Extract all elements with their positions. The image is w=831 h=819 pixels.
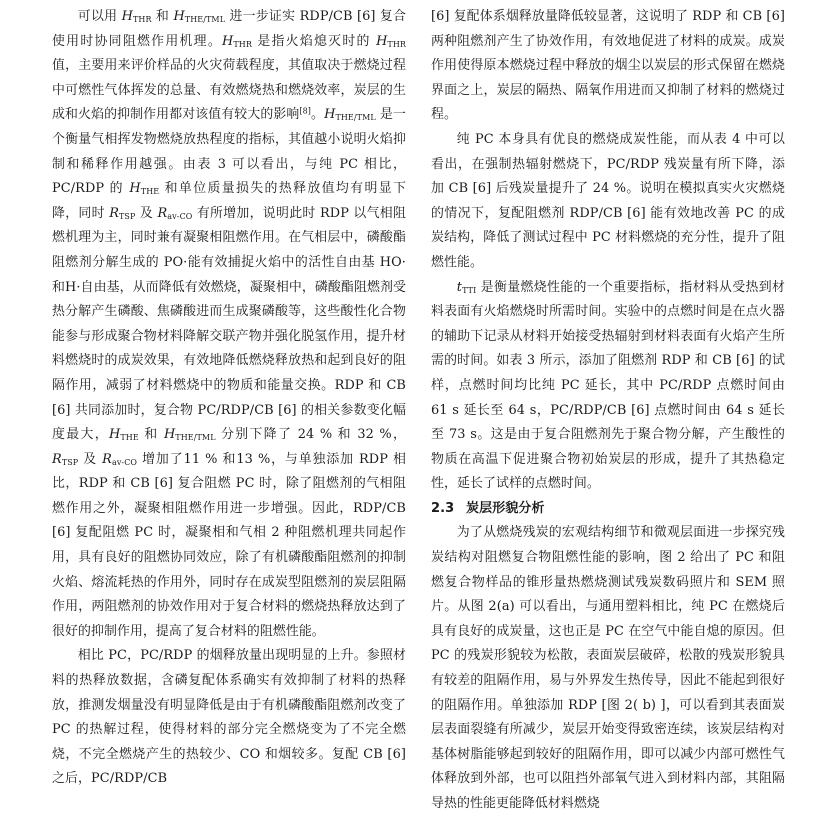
right-column	[431, 5, 785, 817]
paragraph: $t_{TTI}$ 是衡量燃烧性能的一个重要指标，指材料从受热到材料表面有火焰燃烧时所需时间。实验中的点燃时间是在点火器的辅助下记录从材料开始接受热辐射到材料表面有火焰产生所需的时间。如表 3 所示，添加了阻燃剂 RDP 和 CB [6] 的试样，点燃时间均比纯 PC 延长，其中 PC/RDP 点燃时间由 61 s 延长至 64 s，PC/RDP/CB [6] 点燃时间由 64 s 延长至 73 s。这是由于复合阻燃剂先于聚合物分解，产生酸性的物质在高温下促进聚合物初始炭层的形成，提升了其热稳定性，延长了试样的点燃时间。	[431, 279, 785, 492]
section-heading	[431, 497, 785, 522]
paragraph: [6] 复配体系烟释放量降低较显著，这说明了 RDP 和 CB [6] 两种阻燃剂产生了协效作用，有效地促进了材料的成炭。成炭作用使得原本燃烧过程中释放的烟尘以炭层的形式保留在燃烧界面之上，炭层的隔热、隔氧作用进而又抑制了材料的燃烧过程。	[431, 9, 785, 123]
paragraph: 为了从燃烧残炭的宏观结构细节和微观层面进一步探究残炭结构对阻燃复合物阻燃性能的影响，图 2 给出了 PC 和阻燃复合物样品的锥形量热燃烧测试残炭数码照片和 SEM 照片。从图 2(a) 可以看出，与通用塑料相比，纯 PC 在燃烧后具有良好的成炭量，这也正是 PC 在空气中能自熄的原因。但 PC 的残炭形貌较为松散，表面炭层破碎，松散的残炭形貌具有较差的阻隔作用，易与外界发生热传导，因此不能起到很好的阻隔作用。单独添加 RDP [图 2( b) ]，可以看到其表面炭层表面裂缝有所减少，炭层开始变得致密连续，该炭层结构对基体树脂能够起到较好的阻隔作用，即可以减少内部可燃性气体释放到外部，也可以阻挡外部氧气进入到材料内部，其阻隔导热的性能更能降低材料燃烧	[431, 525, 785, 811]
section-number: 2.3	[431, 500, 455, 516]
section-title: 炭层形貌分析	[466, 500, 545, 516]
paragraph: 纯 PC 本身具有优良的燃烧成炭性能，而从表 4 中可以看出，在强制热辐射燃烧下，PC/RDP 残炭量有所下降，添加 CB [6] 后残炭量提升了 24 %。说明在模拟真实火灾燃烧的情况下，复配阻燃剂 RDP/CB [6] 能有效地改善 PC 的成炭结构，降低了测试过程中 PC 材料燃烧的充分性，提升了阻燃性能。	[431, 131, 785, 270]
left-column	[52, 5, 406, 792]
paragraph: 可以用 $H_{THR}$ 和 $H_{THE/TML}$ 进一步证实 RDP/CB [6] 复合使用时协同阻燃作用机理。$H_{THR}$ 是指火焰熄灭时的 $H_{THR}$ 值，主要用来评价样品的火灾荷载程度，其值取决于燃烧过程中可燃性气体挥发的总量、有效燃烧热和燃烧效率，炭层的生成和火焰的抑制作用都对该值有较大的影响[8]。$H_{THE/TML}$ 是一个衡量气相挥发物燃烧放热程度的指标，其值越小说明火焰抑制和稀释作用越强。由表 3 可以看出，与纯 PC 相比，PC/RDP 的 $H_{THE}$ 和单位质量损失的热释放值均有明显下降，同时 $R_{TSP}$ 及 $R_{av-CO}$ 有所增加，说明此时 RDP 以气相阻燃机理为主，同时兼有凝聚相阻燃作用。在气相层中，磷酸酯阻燃剂分解生成的 PO·能有效捕捉火焰中的活性自由基 HO·和H·自由基，从而降低有效燃烧，凝聚相中，磷酸酯阻燃剂受热分解产生磷酸、焦磷酸进而生成聚磷酸等，这些酸性化合物能参与形成聚合物材料降解交联产物并强化脱氢作用，提升材料燃烧时的成炭效果，有效地降低燃烧释放热和起到良好的阻隔作用，减弱了材料燃烧中的物质和能量交换。RDP 和 CB [6] 共同添加时，复合物 PC/RDP/CB [6] 的相关参数变化幅度最大，$H_{THE}$ 和 $H_{THE/TML}$ 分别下降了 24 % 和 32 %，$R_{TSP}$ 及 $R_{av-CO}$ 增加了11 % 和13 %，与单独添加 RDP 相比，RDP 和 CB [6] 复合阻燃 PC 时，除了阻燃剂的气相阻燃作用之外，凝聚相阻燃作用进一步增强。因此，RDP/CB [6] 复配阻燃 PC 时，凝聚相和气相 2 种阻燃机理共同起作用，具有良好的阻燃协同效应，除了有机磷酸酯阻燃剂的抑制火焰、熔流耗热的作用外，同时存在成炭型阻燃剂的炭层阻隔作用，两阻燃剂的协效作用对于复合材料的燃烧热释放达到了很好的抑制作用，提高了复合材料的阻燃性能。	[52, 9, 407, 639]
paragraph: 相比 PC，PC/RDP 的烟释放量出现明显的上升。参照材料的热释放数据，含磷复配体系确实有效抑制了材料的热释放，推测发烟量没有明显降低是由于有机磷酸酯阻燃剂改变了 PC 的热解过程，使得材料的部分完全燃烧变为了不完全燃烧，不完全燃烧产生的热较少、CO 和烟较多。复配 CB [6] 之后，PC/RDP/CB	[52, 648, 406, 787]
